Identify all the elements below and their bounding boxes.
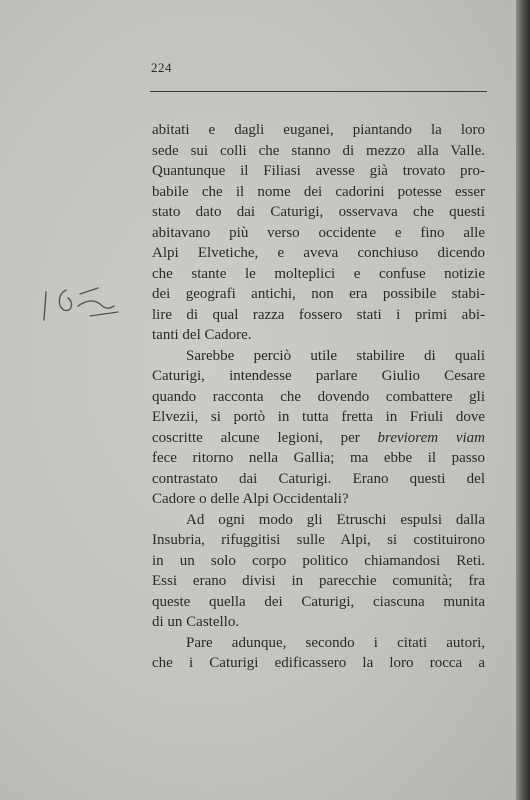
paragraph-2 (152, 346, 485, 510)
text-line: quando racconta che dovendo combattere gli (152, 388, 485, 405)
text-line: sede sui colli che stanno di mezzo alla Valle. (152, 142, 485, 159)
text-line: Alpi Elvetiche, e aveva conchiuso dicendo (152, 245, 485, 261)
text-line-with-italic (152, 428, 485, 449)
text-line: che stante le molteplici e confuse notizie (152, 265, 485, 282)
text-line: Ad ogni modo gli Etruschi espulsi dalla (186, 511, 485, 528)
text-line: Sarebbe perciò utile stabilire di quali (186, 347, 485, 364)
text-line: babile che il nome dei cadorini potesse esser (152, 183, 485, 200)
text-line: queste quella dei Caturigi, ciascuna munita (152, 593, 485, 610)
italic-phrase: breviorem viam (377, 429, 485, 446)
book-spine-shadow (516, 0, 530, 800)
text-line: che i Caturigi edificassero la loro rocca a (152, 655, 485, 671)
text-line: Elvezii, si portò in tutta fretta in Friuli dove (152, 409, 485, 425)
text-line: stato dato dai Caturigi, osservava che questi (152, 204, 485, 220)
text-line: di un Castello. (152, 614, 240, 630)
text-line: Caturigi, intendesse parlare Giulio Cesare (152, 368, 485, 384)
text-line: Essi erano divisi in parecchie comunità; fra (152, 573, 485, 589)
pencil-margin-mark (40, 280, 130, 330)
text-segment: coscritte alcune legioni, per (152, 429, 360, 446)
text-line: Quantunque il Filiasi avesse già trovato pro- (152, 163, 485, 179)
body-text (152, 120, 485, 674)
text-line: Cadore o delle Alpi Occidentali? (152, 491, 349, 507)
text-line: fece ritorno nella Gallia; ma ebbe il passo (152, 450, 485, 466)
header-rule (150, 91, 487, 92)
paragraph-1 (152, 120, 485, 346)
text-line: contrastato dai Caturigi. Erano questi del (152, 470, 485, 487)
paragraph-4 (152, 633, 485, 674)
text-line: in un solo corpo politico chiamandosi Reti. (152, 552, 485, 569)
text-line: tanti del Cadore. (152, 327, 252, 343)
text-line: Insubria, rifuggitisi sulle Alpi, si costituirono (152, 532, 485, 548)
page-number: 224 (151, 60, 172, 75)
text-line: lire di qual razza fossero stati i primi abi- (152, 306, 485, 323)
paragraph-3 (152, 510, 485, 633)
text-line: Pare adunque, secondo i citati autori, (186, 634, 485, 651)
text-line: dei geografi antichi, non era possibile stabi- (152, 286, 485, 302)
text-line: abitavano più verso occidente e fino alle (152, 224, 485, 241)
text-line: abitati e dagli euganei, piantando la loro (152, 122, 485, 138)
